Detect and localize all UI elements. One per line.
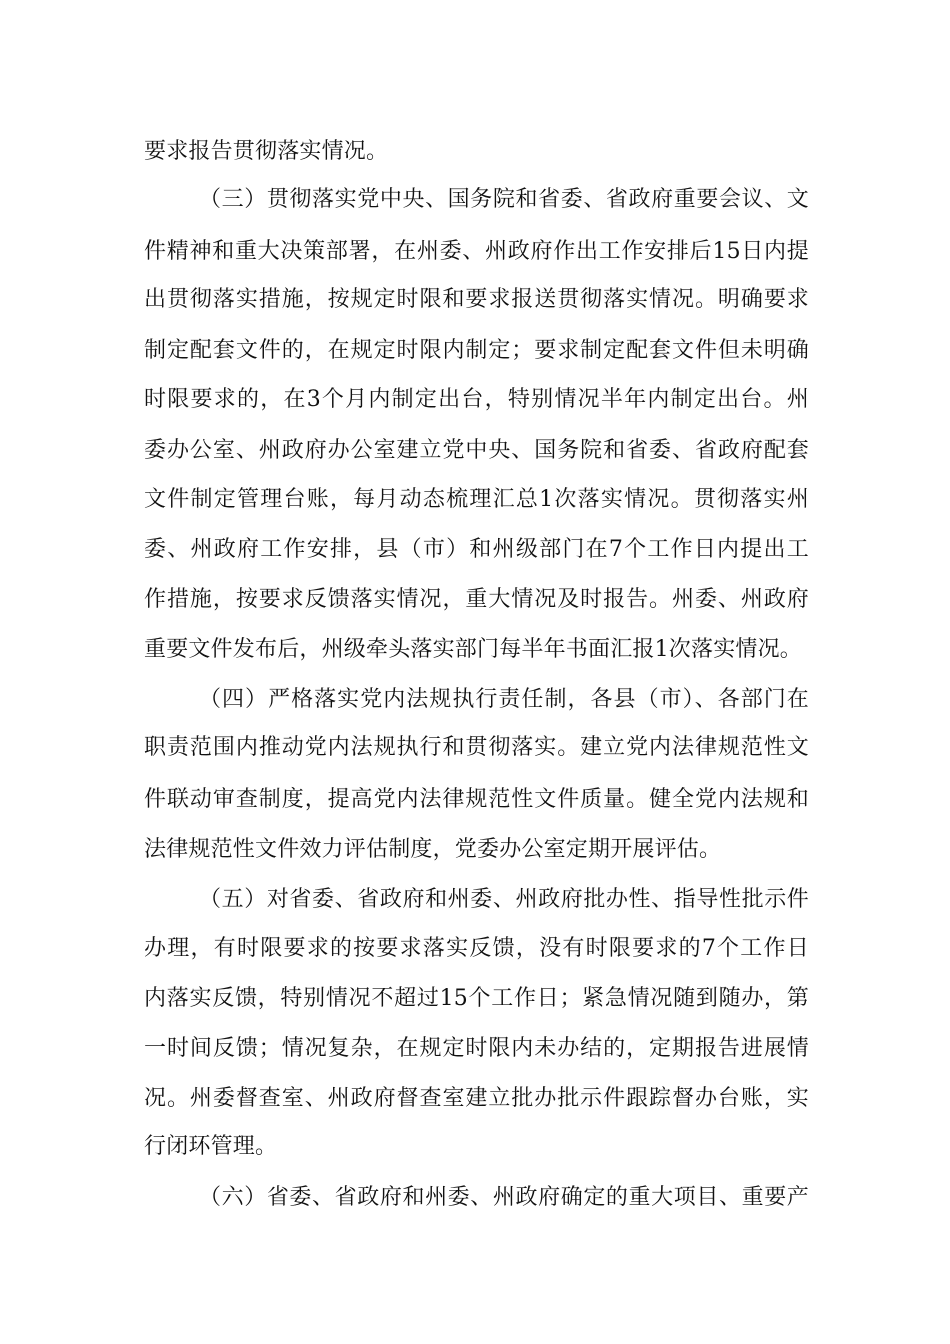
text-line-4: 出贯彻落实措施，按规定时限和要求报送贯彻落实情况。明确要求 [144, 287, 809, 312]
text-line-17: 办理，有时限要求的按要求落实反馈，没有时限要求的7个工作日 [144, 936, 809, 961]
text-line-6: 时限要求的，在3个月内制定出台，特别情况半年内制定出台。州 [144, 387, 809, 412]
text-line-15: 法律规范性文件效力评估制度，党委办公室定期开展评估。 [144, 837, 722, 862]
text-line-3: 件精神和重大决策部署，在州委、州政府作出工作安排后15日内提 [144, 239, 809, 264]
text-line-18: 内落实反馈，特别情况不超过15个工作日；紧急情况随到随办，第 [144, 986, 809, 1011]
text-line-7: 委办公室、州政府办公室建立党中央、国务院和省委、省政府配套 [144, 438, 809, 463]
text-line-13: 职责范围内推动党内法规执行和贯彻落实。建立党内法律规范性文 [144, 735, 809, 760]
text-line-9: 委、州政府工作安排，县（市）和州级部门在7个工作日内提出工 [144, 537, 809, 562]
text-line-20: 况。州委督查室、州政府督查室建立批办批示件跟踪督办台账，实 [144, 1086, 809, 1111]
paragraph-4-line-1: （四）严格落实党内法规执行责任制，各县（市）、各部门在 [199, 687, 809, 712]
text-line-14: 件联动审查制度，提高党内法律规范性文件质量。健全党内法规和 [144, 787, 809, 812]
text-line-8: 文件制定管理台账，每月动态梳理汇总1次落实情况。贯彻落实州 [144, 487, 809, 512]
paragraph-6-line-1: （六）省委、省政府和州委、州政府确定的重大项目、重要产 [199, 1185, 809, 1210]
text-line-21: 行闭环管理。 [144, 1134, 278, 1159]
text-line-1: 要求报告贯彻落实情况。 [144, 139, 389, 164]
paragraph-5-line-1: （五）对省委、省政府和州委、州政府批办性、指导性批示件 [199, 887, 809, 912]
text-line-11: 重要文件发布后，州级牵头落实部门每半年书面汇报1次落实情况。 [144, 637, 802, 662]
text-line-10: 作措施，按要求反馈落实情况，重大情况及时报告。州委、州政府 [144, 587, 809, 612]
paragraph-3-line-1: （三）贯彻落实党中央、国务院和省委、省政府重要会议、文 [199, 187, 809, 212]
text-line-5: 制定配套文件的，在规定时限内制定；要求制定配套文件但未明确 [144, 338, 809, 363]
text-line-19: 一时间反馈；情况复杂，在规定时限内未办结的，定期报告进展情 [144, 1036, 809, 1061]
